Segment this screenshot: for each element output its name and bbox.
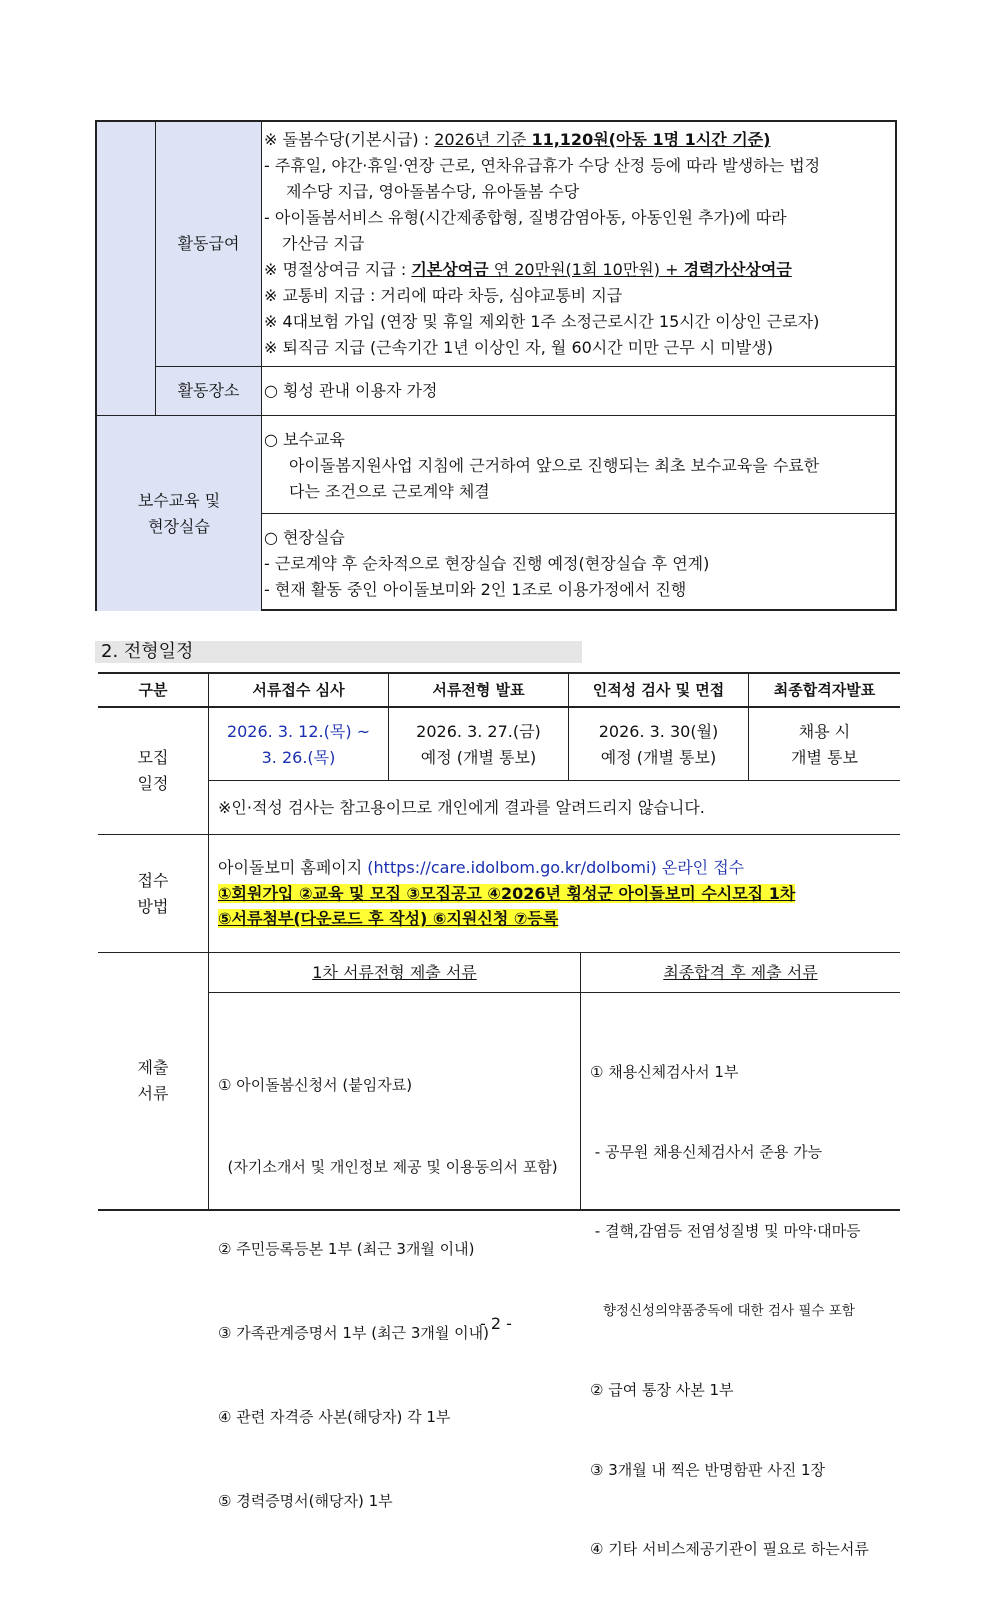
training-label-line1: 보수교육 및 [137, 491, 221, 510]
docs-right-item: ④ 기타 서비스제공기관이 필요로 하는서류 [590, 1540, 869, 1558]
apply-steps-2: ⑤서류첨부(다운로드 후 작성) ⑥지원신청 ⑦등록 [218, 909, 559, 928]
docs-left-item: ② 주민등록등본 1부 (최근 3개월 이내) [218, 1240, 475, 1258]
doc-result-date-1: 2026. 3. 27.(금) [416, 722, 541, 741]
header-interview: 인적성 검사 및 면접 [592, 681, 725, 699]
header-final: 최종합격자발표 [773, 681, 876, 699]
training-b1-l1: ○ 보수교육 [264, 430, 345, 449]
schedule-note: ※인·적성 검사는 참고용이므로 개인에게 결과를 알려드리지 않습니다. [218, 798, 705, 817]
pay-l6-mid: 연 20만원(1회 10만원) + [488, 260, 684, 279]
apply-label-2: 방법 [137, 897, 169, 916]
training-b1-l3: 다는 조건으로 근로계약 체결 [289, 482, 490, 501]
apply-steps-1: ①회원가입 ②교육 및 모집 ③모집공고 ④2026년 횡성군 아이돌보미 수시모집 1차 [218, 884, 796, 903]
apply-link[interactable]: (https://care.idolbom.go.kr/dolbomi) [367, 858, 657, 877]
pay-l1-bold: 11,120원(아동 1명 1시간 기준) [531, 130, 771, 149]
docs-right-item: 향정신성의약품중독에 대한 검사 필수 포함 [590, 1302, 855, 1319]
training-b1-l2: 아이돌봄지원사업 지침에 근거하여 앞으로 진행되는 최초 보수교육을 수료한 [289, 456, 820, 475]
docs-right-list [590, 1006, 869, 1616]
pay-l6-bold1: 기본상여금 [411, 260, 489, 279]
doc-review-date-1: 2026. 3. 12.(목) ~ [226, 722, 371, 741]
page-number: - 2 - [480, 1314, 512, 1333]
docs-left-header: 1차 서류전형 제출 서류 [312, 963, 477, 982]
docs-left-list [218, 1015, 558, 1571]
apply-l1-suffix: 온라인 접수 [656, 858, 745, 877]
pay-l8: ※ 4대보험 가입 (연장 및 휴일 제외한 1주 소정근로시간 15시간 이상인 근로자) [264, 312, 820, 331]
pay-l7: ※ 교통비 지급 : 거리에 따라 차등, 심야교통비 지급 [264, 286, 623, 305]
final-date-2: 개별 통보 [791, 748, 858, 767]
pay-l2: - 주휴일, 야간·휴일·연장 근로, 연차유급휴가 수당 산정 등에 따라 발생하는 법정 [264, 156, 821, 175]
pay-l4: - 아이돌봄서비스 유형(시간제종합형, 질병감염아동, 아동인원 추가)에 따라 [264, 208, 787, 227]
activity-place-label: 활동장소 [177, 381, 240, 400]
docs-left-item: (자기소개서 및 개인정보 제공 및 이용동의서 포함) [218, 1158, 558, 1176]
schedule-label-2: 일정 [137, 774, 169, 793]
header-category: 구분 [138, 681, 168, 699]
activity-pay-label: 활동급여 [177, 234, 240, 253]
pay-l1-underlined: 2026년 기준 [434, 130, 532, 149]
pay-l6-bold2: 경력가산상여금 [683, 260, 792, 279]
docs-left-item: ③ 가족관계증명서 1부 (최근 3개월 이내) [218, 1324, 489, 1342]
apply-label-1: 접수 [137, 871, 169, 890]
doc-review-date-2: 3. 26.(목) [261, 748, 336, 767]
header-doc-result: 서류전형 발표 [432, 681, 525, 699]
docs-right-header: 최종합격 후 제출 서류 [663, 963, 818, 982]
training-b2-l3: - 현재 활동 중인 아이돌보미와 2인 1조로 이용가정에서 진행 [264, 580, 687, 599]
activity-place-text: ○ 횡성 관내 이용자 가정 [264, 381, 438, 400]
apply-l1-prefix: 아이돌보미 홈페이지 [218, 858, 368, 877]
docs-right-item: ② 급여 통장 사본 1부 [590, 1381, 734, 1399]
docs-right-item: ③ 3개월 내 찍은 반명함판 사진 1장 [590, 1460, 826, 1479]
docs-right-item: - 결핵,감염등 전염성질병 및 마약·대마등 [590, 1222, 861, 1240]
final-date-1: 채용 시 [798, 722, 851, 741]
pay-l6-prefix: ※ 명절상여금 지급 : [264, 260, 412, 279]
pay-l3: 제수당 지급, 영아돌봄수당, 유아돌봄 수당 [286, 182, 580, 201]
docs-right-item: ① 채용신체검사서 1부 [590, 1063, 739, 1081]
docs-label-2: 서류 [137, 1084, 169, 1103]
schedule-label-1: 모집 [137, 748, 169, 767]
docs-left-item: ① 아이돌봄신청서 (붙임자료) [218, 1076, 413, 1094]
header-doc-review: 서류접수 심사 [252, 681, 345, 699]
docs-left-item: ⑤ 경력증명서(해당자) 1부 [218, 1492, 393, 1510]
pay-l5: 가산금 지급 [282, 234, 365, 253]
docs-left-item: ④ 관련 자격증 사본(해당자) 각 1부 [218, 1408, 451, 1426]
docs-label-1: 제출 [137, 1058, 169, 1077]
section-2-title: 2. 전형일정 [95, 641, 582, 663]
interview-date-2: 예정 (개별 통보) [600, 748, 717, 767]
doc-result-date-2: 예정 (개별 통보) [420, 748, 537, 767]
pay-l9: ※ 퇴직금 지급 (근속기간 1년 이상인 자, 월 60시간 미만 근무 시 미발생) [264, 338, 773, 357]
pay-l1-prefix: ※ 돌봄수당(기본시급) : [264, 130, 435, 149]
training-b2-l2: - 근로계약 후 순차적으로 현장실습 진행 예정(현장실습 후 연계) [264, 554, 710, 573]
docs-right-item: - 공무원 채용신체검사서 준용 가능 [590, 1142, 823, 1161]
training-label-line2: 현장실습 [148, 517, 210, 536]
training-b2-l1: ○ 현장실습 [264, 528, 345, 547]
interview-date-1: 2026. 3. 30(월) [598, 722, 719, 741]
